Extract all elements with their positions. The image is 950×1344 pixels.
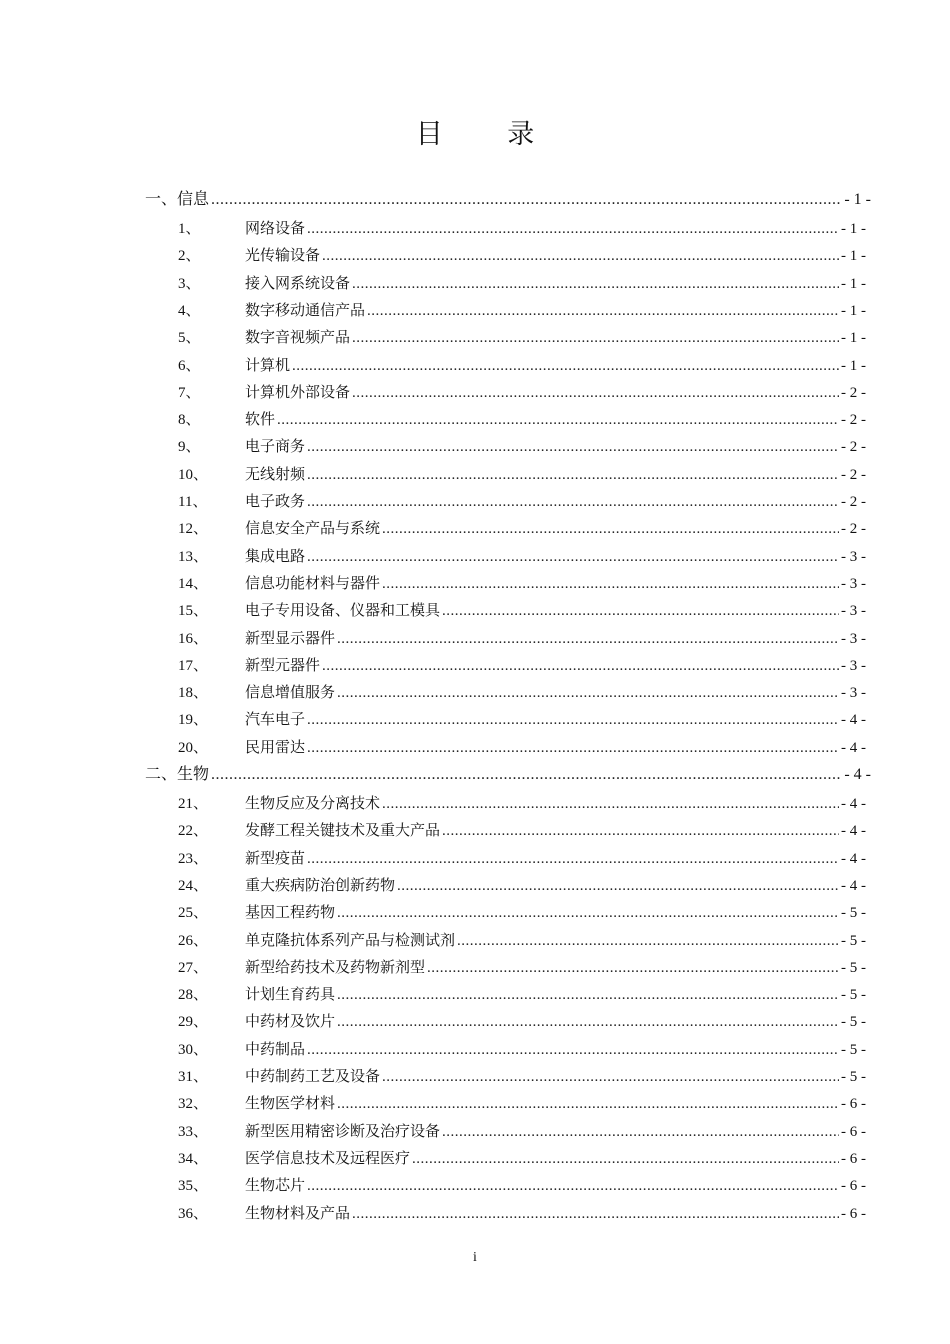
toc-entry[interactable] [178, 847, 866, 871]
toc-leader-dots [337, 685, 839, 702]
toc-leader-dots [337, 905, 839, 922]
toc-entry-number: 28、 [178, 987, 209, 1004]
toc-entry-label: 信息安全产品与系统 [245, 519, 381, 538]
toc-leader-dots [307, 851, 839, 868]
toc-entry-label: 接入网系统设备 [245, 273, 351, 292]
toc-entry-number: 29、 [178, 1014, 209, 1031]
toc-entry[interactable] [178, 599, 866, 623]
toc-entry-number: 33、 [178, 1123, 209, 1140]
toc-entry-label: 发酵工程关键技术及重大产品 [245, 821, 441, 840]
toc-entry[interactable] [178, 929, 866, 953]
toc-entry-number: 21、 [178, 796, 209, 812]
toc-entry[interactable] [178, 517, 866, 541]
toc-leader-dots [307, 549, 839, 566]
toc-entry-label: 电子政务 [245, 492, 306, 510]
toc-page-number: - 4 - [841, 823, 866, 840]
toc-entry-label: 单克隆抗体系列产品与检测试剂 [245, 930, 456, 949]
toc-entry[interactable] [178, 1065, 866, 1089]
toc-leader-dots [442, 603, 839, 620]
toc-entry-number: 6、 [178, 357, 201, 374]
toc-entry-number: 19、 [178, 712, 209, 729]
toc-entry-label: 新型给药技术及药物新剂型 [245, 957, 426, 976]
toc-entry-label: 民用雷达 [245, 737, 306, 756]
toc-entry-number: 35、 [178, 1178, 209, 1195]
toc-entry-number: 34、 [178, 1150, 209, 1167]
toc-entry[interactable] [178, 244, 866, 268]
toc-leader-dots [211, 191, 842, 209]
toc-leader-dots [307, 1042, 839, 1059]
toc-entry[interactable] [178, 1147, 866, 1171]
toc-page-number: - 3 - [841, 548, 866, 565]
toc-leader-dots [352, 385, 839, 402]
toc-leader-dots [412, 1151, 839, 1168]
toc-entry-number: 8、 [178, 412, 201, 429]
toc-entry[interactable] [178, 681, 866, 705]
toc-leader-dots [427, 960, 839, 977]
toc-leader-dots [442, 1124, 839, 1141]
toc-entry-number: 5、 [178, 330, 201, 347]
toc-entry[interactable] [178, 792, 866, 816]
toc-leader-dots [382, 796, 839, 813]
toc-leader-dots [337, 1096, 839, 1113]
toc-entry[interactable] [178, 545, 866, 569]
toc-entry-number: 24、 [178, 877, 209, 894]
toc-page-number: - 4 - [841, 739, 866, 756]
toc-entry-label: 中药制品 [245, 1039, 306, 1058]
toc-entry-number: 32、 [178, 1096, 209, 1113]
toc-entry[interactable] [178, 874, 866, 898]
toc-page-number: - 2 - [841, 412, 866, 429]
toc-entry-label: 中药制药工艺及设备 [245, 1067, 381, 1085]
toc-page-number: - 6 - [841, 1178, 866, 1195]
toc-entry-label: 数字音视频产品 [245, 328, 351, 347]
toc-entry-label: 计划生育药具 [245, 985, 336, 1004]
toc-section[interactable] [145, 761, 871, 785]
toc-page-number: - 6 - [841, 1123, 866, 1140]
toc-leader-dots [307, 740, 839, 757]
toc-page-number: - 4 - [841, 850, 866, 867]
toc-page-number: - 4 - [841, 796, 866, 812]
toc-section-label: 一、信息 [145, 189, 210, 208]
toc-entry-label: 生物反应及分离技术 [245, 794, 381, 812]
toc-entry-number: 20、 [178, 739, 209, 756]
toc-page-number: - 3 - [841, 657, 866, 674]
toc-entry[interactable] [178, 1092, 866, 1116]
toc-entry-number: 15、 [178, 603, 209, 620]
toc-entry-number: 18、 [178, 685, 209, 702]
toc-entry[interactable] [178, 435, 866, 459]
toc-entry-label: 信息功能材料与器件 [245, 573, 381, 592]
toc-entry-number: 1、 [178, 221, 201, 237]
toc-leader-dots [382, 1069, 839, 1086]
toc-entry-number: 23、 [178, 850, 209, 867]
toc-entry-number: 3、 [178, 275, 201, 292]
toc-page-number: - 3 - [841, 685, 866, 702]
toc-entry-label: 网络设备 [245, 219, 306, 237]
toc-page-number: - 1 - [841, 330, 866, 347]
toc-page-number: - 2 - [841, 494, 866, 510]
toc-leader-dots [307, 494, 839, 511]
page-number-footer: i [473, 1250, 477, 1265]
toc-entry-number: 9、 [178, 439, 201, 456]
toc-leader-dots [307, 439, 839, 456]
toc-page-number: - 3 - [841, 575, 866, 592]
toc-entry-number: 26、 [178, 932, 209, 949]
toc-entry-number: 4、 [178, 302, 201, 319]
toc-entry-number: 17、 [178, 657, 209, 674]
toc-page-number: - 4 - [841, 712, 866, 729]
toc-entry-label: 计算机外部设备 [245, 382, 351, 401]
toc-entry-number: 27、 [178, 959, 209, 976]
toc-entry-number: 36、 [178, 1205, 209, 1222]
toc-leader-dots [322, 658, 839, 675]
toc-entry[interactable] [178, 1120, 866, 1144]
toc-entry[interactable] [178, 627, 866, 651]
toc-entry-label: 电子商务 [245, 437, 306, 456]
toc-page-number: - 3 - [841, 630, 866, 647]
toc-entry-number: 12、 [178, 521, 209, 538]
toc-page-number: - 2 - [841, 439, 866, 456]
toc-entry[interactable] [178, 1038, 866, 1062]
toc-leader-dots [367, 303, 839, 320]
toc-entry-label: 光传输设备 [245, 246, 321, 265]
toc-leader-dots [307, 1178, 839, 1195]
toc-entry-number: 22、 [178, 823, 209, 840]
toc-section[interactable] [145, 186, 871, 210]
toc-entry[interactable] [178, 463, 866, 487]
toc-page-number: - 1 - [841, 248, 866, 265]
toc-entry[interactable] [178, 983, 866, 1007]
toc-entry-number: 25、 [178, 905, 209, 922]
page-title: 目 录 [415, 119, 563, 150]
toc-entry[interactable] [178, 708, 866, 732]
toc-entry[interactable] [178, 408, 866, 432]
toc-entry-number: 2、 [178, 248, 201, 265]
toc-entry-number: 13、 [178, 548, 209, 565]
toc-page-number: - 1 - [841, 357, 866, 374]
toc-entry[interactable] [178, 299, 866, 323]
toc-page-number: - 5 - [841, 1069, 866, 1085]
toc-leader-dots [337, 1014, 839, 1031]
toc-entry[interactable] [178, 819, 866, 843]
toc-leader-dots [457, 933, 839, 950]
toc-entry-label: 新型医用精密诊断及治疗设备 [245, 1121, 441, 1140]
toc-page-number: - 1 - [841, 221, 866, 237]
toc-leader-dots [307, 221, 839, 238]
toc-page-number: - 5 - [841, 932, 866, 949]
toc-page-number: - 2 - [841, 521, 866, 538]
toc-entry[interactable] [178, 901, 866, 925]
toc-entry-label: 汽车电子 [245, 710, 306, 729]
toc-page-number: - 5 - [841, 1014, 866, 1031]
toc-entry-number: 14、 [178, 575, 209, 592]
toc-leader-dots [397, 878, 839, 895]
toc-page-number: - 5 - [841, 1041, 866, 1058]
toc-page-number: - 5 - [841, 959, 866, 976]
toc-entry-label: 新型疫苗 [245, 848, 306, 867]
toc-entry[interactable] [178, 1202, 866, 1226]
toc-entry[interactable] [178, 1174, 866, 1198]
toc-entry-label: 生物芯片 [245, 1176, 306, 1195]
toc-entry-number: 7、 [178, 384, 201, 401]
toc-entry-label: 新型元器件 [245, 655, 321, 674]
toc-entry[interactable] [178, 654, 866, 678]
toc-page-number: - 1 - [841, 275, 866, 292]
toc-section-label: 二、生物 [145, 764, 210, 783]
toc-entry[interactable] [178, 956, 866, 980]
toc-page-number: - 6 - [841, 1205, 866, 1222]
toc-entry[interactable] [178, 572, 866, 596]
toc-entry-label: 集成电路 [245, 546, 306, 565]
toc-leader-dots [337, 987, 839, 1004]
toc-page-number: - 1 - [841, 302, 866, 319]
toc-entry-label: 生物材料及产品 [245, 1203, 351, 1222]
toc-entry-number: 16、 [178, 630, 209, 647]
toc-page-number: - 4 - [841, 877, 866, 894]
toc-entry-label: 基因工程药物 [245, 903, 336, 922]
toc-entry-label: 软件 [245, 410, 276, 429]
toc-entry-label: 电子专用设备、仪器和工模具 [245, 601, 441, 620]
toc-entry-number: 10、 [178, 466, 209, 483]
toc-entry[interactable] [178, 736, 866, 760]
toc-leader-dots [382, 576, 839, 593]
toc-page-number: - 1 - [844, 191, 871, 208]
toc-entry[interactable] [178, 217, 866, 241]
toc-entry-label: 重大疾病防治创新药物 [245, 875, 396, 894]
toc-page-number: - 5 - [841, 905, 866, 922]
toc-entry-label: 信息增值服务 [245, 683, 336, 702]
toc-leader-dots [352, 330, 839, 347]
toc-entry-label: 无线射频 [245, 464, 306, 483]
toc-leader-dots [352, 276, 839, 293]
toc-leader-dots [442, 823, 839, 840]
toc-leader-dots [337, 631, 839, 648]
toc-leader-dots [292, 358, 839, 375]
toc-leader-dots [352, 1206, 839, 1223]
toc-leader-dots [322, 248, 839, 265]
toc-entry-label: 中药材及饮片 [245, 1012, 336, 1031]
toc-entry-number: 30、 [178, 1041, 209, 1058]
toc-entry[interactable] [178, 490, 866, 514]
toc-entry[interactable] [178, 272, 866, 296]
toc-entry-number: 11、 [178, 494, 208, 510]
toc-page-number: - 2 - [841, 466, 866, 483]
toc-entry-label: 医学信息技术及远程医疗 [245, 1148, 411, 1167]
toc-leader-dots [277, 412, 839, 429]
toc-page-number: - 6 - [841, 1150, 866, 1167]
toc-page-number: - 5 - [841, 987, 866, 1004]
toc-entry-label: 新型显示器件 [245, 628, 336, 647]
toc-entry-label: 数字移动通信产品 [245, 300, 366, 319]
toc-entry[interactable] [178, 381, 866, 405]
toc-leader-dots [307, 712, 839, 729]
toc-entry-label: 生物医学材料 [245, 1094, 336, 1113]
toc-page-number: - 3 - [841, 603, 866, 620]
toc-entry-number: 31、 [178, 1069, 209, 1085]
toc-entry[interactable] [178, 326, 866, 350]
toc-leader-dots [307, 467, 839, 484]
toc-page-number: - 6 - [841, 1096, 866, 1113]
toc-page-number: - 4 - [844, 766, 871, 783]
toc-entry[interactable] [178, 1010, 866, 1034]
toc-page-number: - 2 - [841, 384, 866, 401]
toc-entry-label: 计算机 [245, 355, 291, 374]
toc-leader-dots [211, 766, 842, 784]
toc-leader-dots [382, 521, 839, 538]
toc-entry[interactable] [178, 354, 866, 378]
